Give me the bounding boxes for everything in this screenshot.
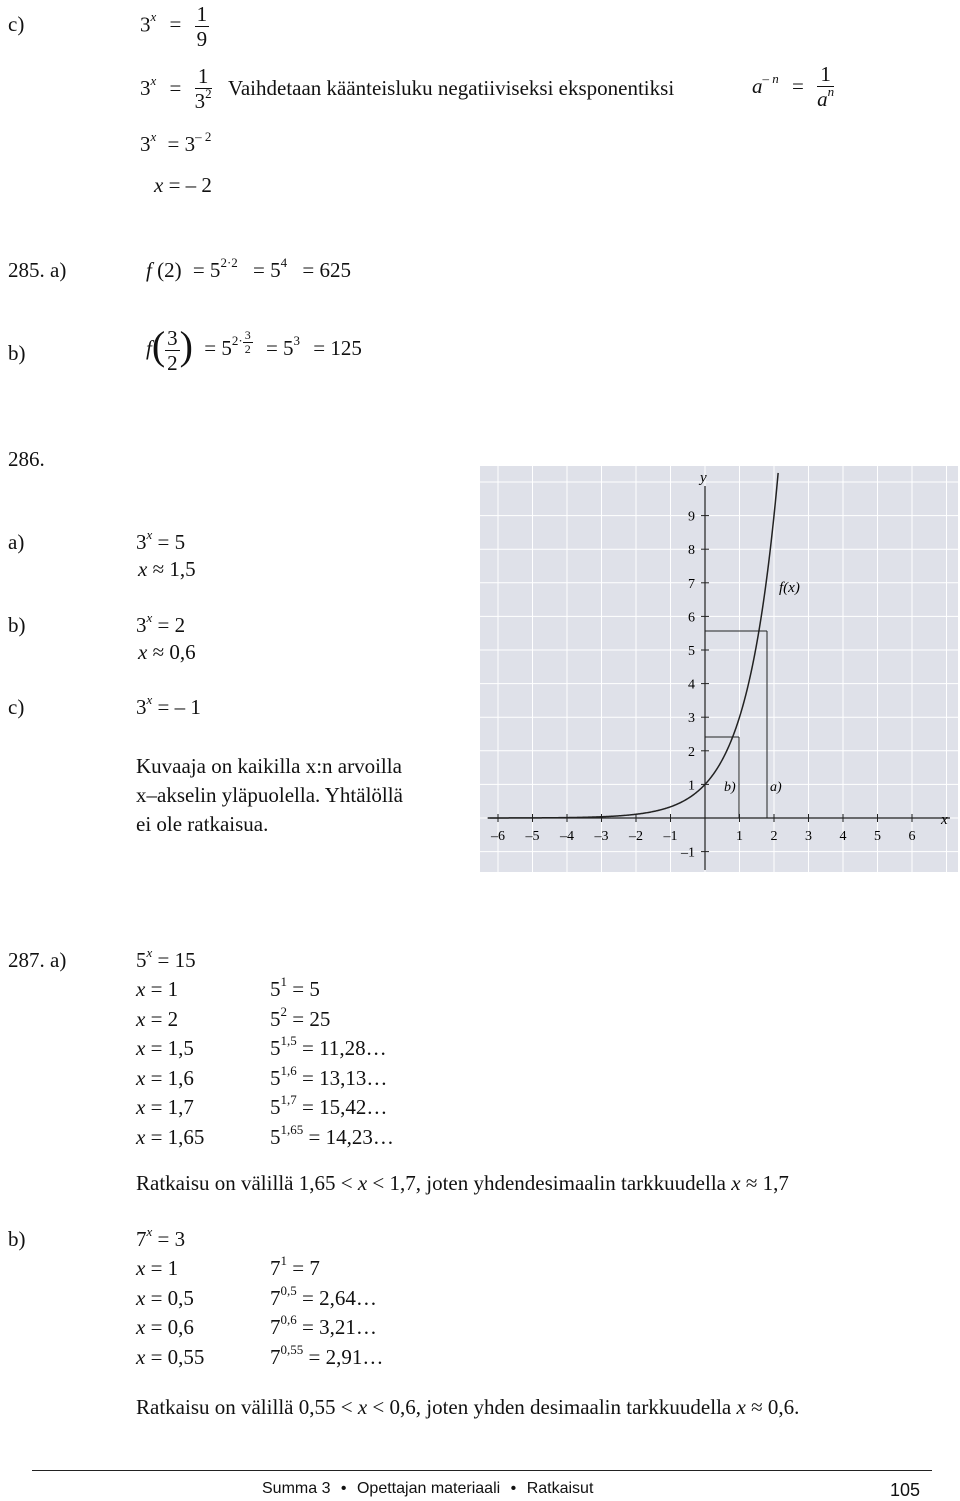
footer-divider bbox=[32, 1470, 932, 1471]
table-row-x: x = 0,5 bbox=[136, 1285, 194, 1310]
table-row-x: x = 1,7 bbox=[136, 1095, 194, 1119]
rule-note: Vaihdetaan käänteisluku negatiiviseksi eksponentiksi bbox=[228, 76, 675, 100]
y-tick-label: –1 bbox=[681, 845, 695, 861]
exercise-287-b-label: b) bbox=[8, 1227, 26, 1251]
exercise-287-a-head: $5^x = 15$ bbox=[136, 945, 196, 972]
item-label-c: c) bbox=[8, 12, 25, 36]
y-tick-label: 2 bbox=[688, 744, 695, 760]
table-row-value: $7^{0,6}$ = 3,21… bbox=[270, 1312, 377, 1339]
graph-svg bbox=[480, 466, 958, 872]
exercise-286-b-approx: x ≈ 0,6 bbox=[138, 640, 196, 664]
x-tick-label: 4 bbox=[839, 829, 847, 844]
exercise-286-b-label: b) bbox=[8, 613, 26, 637]
y-tick-label: 9 bbox=[688, 509, 695, 525]
table-row-value: $5^1 = 5$ bbox=[270, 974, 320, 1001]
exercise-286-c-text-2: x–akselin yläpuolella. Yhtälöllä bbox=[136, 783, 403, 807]
x-tick-label: –1 bbox=[663, 829, 678, 844]
table-row-x: x = 1,65 bbox=[136, 1124, 205, 1149]
x-tick-label: –5 bbox=[525, 829, 540, 844]
marker-a: a) bbox=[770, 780, 782, 795]
table-row-value: $5^{1,7}$ = 15,42… bbox=[270, 1092, 388, 1119]
x-tick-label: 3 bbox=[805, 829, 812, 844]
exercise-286-c-text-3: ei ole ratkaisua. bbox=[136, 812, 269, 836]
x-axis-label: x bbox=[941, 812, 948, 828]
y-tick-label: 3 bbox=[688, 711, 695, 727]
exercise-286-a-approx: x ≈ 1,5 bbox=[138, 557, 196, 581]
graph-background bbox=[480, 466, 958, 872]
table-row-x: x = 1 bbox=[136, 977, 179, 1001]
table-row-x: x = 1 bbox=[136, 1256, 179, 1280]
exercise-286-c-label: c) bbox=[8, 695, 25, 719]
table-row-value: $5^{1,6}$ = 13,13… bbox=[270, 1062, 388, 1090]
exercise-286-b-eq: $3^x = 2$ bbox=[136, 610, 186, 637]
marker-b: b) bbox=[724, 780, 736, 795]
exercise-286-a-eq: $3^x = 5$ bbox=[136, 527, 186, 554]
y-tick-label: 1 bbox=[688, 778, 695, 794]
table-row-value: $5^{1,5}$ = 11,28… bbox=[270, 1033, 387, 1060]
y-tick-label: 4 bbox=[688, 677, 695, 693]
x-tick-label: 1 bbox=[736, 829, 743, 844]
x-tick-label: 2 bbox=[770, 829, 778, 844]
table-row-value: $7^1 = 7$ bbox=[270, 1253, 320, 1280]
table-row-x: x = 1,5 bbox=[136, 1036, 194, 1060]
equation-line-1: 3$^x$ = $\frac{1}{9}$ bbox=[140, 2, 208, 51]
table-row-value: $5^{1,65}$ = 14,23… bbox=[270, 1121, 394, 1149]
equation-line-2: 3$^x$ = $\frac{1}{3^2}$ bbox=[140, 64, 212, 113]
table-row-value: $5^2 = 25$ bbox=[270, 1003, 331, 1031]
exercise-287-a-label: 287. a) bbox=[8, 948, 67, 972]
exercise-286-c-text-1: Kuvaaja on kaikilla x:n arvoilla bbox=[136, 754, 402, 778]
equation-line-4: x = – 2 bbox=[154, 173, 212, 197]
y-tick-label: 5 bbox=[688, 644, 695, 659]
x-tick-label: –6 bbox=[491, 829, 505, 844]
x-tick-label: 5 bbox=[874, 829, 881, 844]
footer-text: Summa 3 • Opettajan materiaali • Ratkaisut bbox=[262, 1480, 594, 1497]
table-row-x: x = 1,6 bbox=[136, 1065, 194, 1090]
exercise-285-b-eq: f( $\frac{3}{2}$ ) = $5^{2\cdot \frac{3}{2}}$ = $5^3 = 125$ bbox=[146, 323, 362, 375]
table-row-value: $7^{0,55}$ = 2,91… bbox=[270, 1341, 384, 1369]
table-row-x: x = 0,6 bbox=[136, 1315, 194, 1339]
y-tick-label: 8 bbox=[688, 543, 695, 559]
curve-label: f(x) bbox=[779, 580, 800, 596]
y-tick-label: 7 bbox=[688, 576, 695, 592]
table-row-value: $7^{0,5}$ = 2,64… bbox=[270, 1282, 377, 1310]
y-tick-label: 6 bbox=[688, 610, 695, 626]
rule-formula: $a^{- n}$ = $\frac{1}{a^n}$ bbox=[752, 62, 835, 111]
exercise-287-a-conclusion: Ratkaisu on välillä 1,65 < x < 1,7, joten yhdendesimaalin tarkkuudella x ≈ 1,7 bbox=[136, 1171, 789, 1195]
equation-line-3: $3^x = 3^{- 2}$ bbox=[140, 129, 212, 156]
exercise-287-b-conclusion: Ratkaisu on välillä 0,55 < x < 0,6, joten yhden desimaalin tarkkuudella x ≈ 0,6. bbox=[136, 1395, 800, 1419]
exercise-285-a: 285. a) bbox=[8, 258, 67, 282]
page-number: 105 bbox=[890, 1480, 921, 1500]
exercise-286-c-eq: $3^x$ = – 1 bbox=[136, 692, 201, 719]
exercise-285-a-eq: f $(2) = 5^{2\cdot 2} = 5^4 = 625$ bbox=[146, 255, 351, 282]
exercise-285-b-label: b) bbox=[8, 341, 26, 365]
exponential-graph bbox=[480, 466, 958, 872]
x-tick-label: –2 bbox=[629, 829, 643, 844]
exercise-286-number: 286. bbox=[8, 447, 45, 471]
x-tick-label: –4 bbox=[560, 829, 574, 844]
x-tick-label: 6 bbox=[908, 829, 916, 844]
table-row-x: x = 2 bbox=[136, 1006, 179, 1031]
table-row-x: x = 0,55 bbox=[136, 1344, 205, 1369]
y-axis-label: y bbox=[700, 470, 707, 486]
exercise-287-b-head: $7^x = 3$ bbox=[136, 1224, 186, 1251]
exercise-286-a-label: a) bbox=[8, 530, 25, 554]
x-tick-label: –3 bbox=[594, 829, 609, 844]
